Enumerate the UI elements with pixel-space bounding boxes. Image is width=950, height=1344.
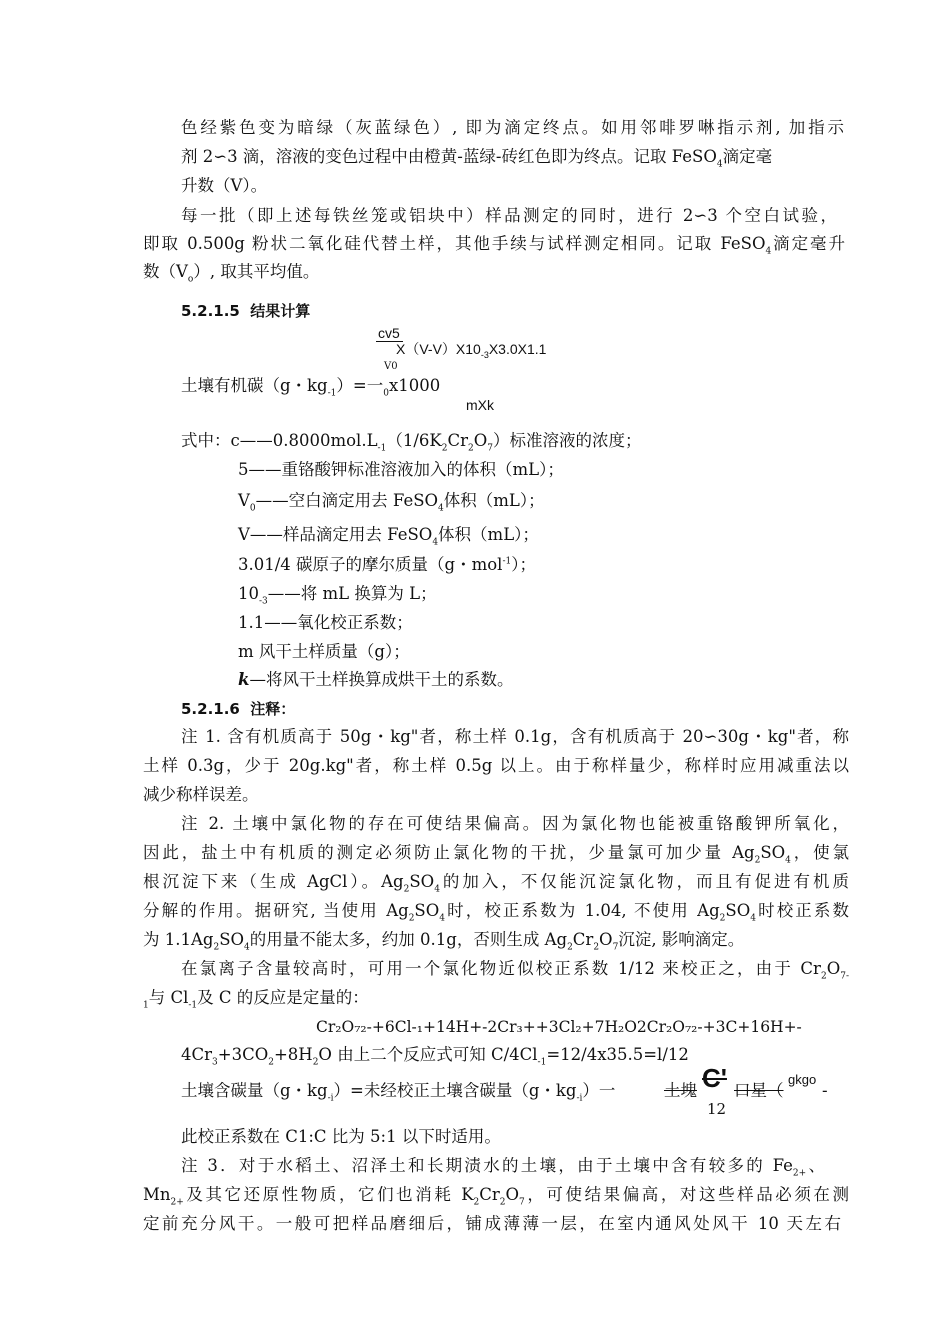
- text-line: 减少称样误差。: [143, 785, 259, 804]
- text-line: 根沉淀下来（生成 AgCl）。$Ag_2SO_4$的加入，不仅能沉淀氯化物，而且有促进有机质: [143, 872, 849, 895]
- correction-formula-denominator: 12: [707, 1100, 727, 1118]
- text-line: 色经紫色变为暗绿（灰蓝绿色）, 即为滴定终点。如用邻啡罗啉指示剂, 加指示: [181, 118, 844, 137]
- text-line: 为 $1.1Ag_2SO_4$的用量不能太多，约加 0.1g，否则生成 $Ag_2Cr_2O_7$沉淀, 影响滴定。: [143, 930, 745, 953]
- text-line: 此校正系数在 C1:C 比为 5:1 以下时适用。: [181, 1127, 501, 1146]
- text-line: 注 1. 含有机质高于 50g・kg"者，称土样 0.1g，含有机质高于 20∽30g・kg"者，称: [181, 727, 849, 746]
- text-line: 定前充分风干。一般可把样品磨细后，铺成薄薄一层，在室内通风处风干 10 天左右: [143, 1214, 841, 1233]
- text-line: $_1$与 $Cl_{-1}$及 C 的反应是定量的：: [143, 988, 369, 1011]
- text-line: 每一批（即上述每铁丝笼或铝块中）样品测定的同时，进行 2∽3 个空白试验，: [181, 206, 837, 225]
- definition-line: m 风干土样质量（g）；: [238, 642, 410, 661]
- formula-v0: V0: [384, 361, 398, 372]
- correction-formula-minus: -: [822, 1081, 828, 1100]
- formula-left: 土壤有机碳（g・$kg_{-1})=$一$_0$x1000: [181, 376, 441, 399]
- definition-line: 式中：$c——0.8000mol.L_{-1}(1/6K_2Cr_2O_7)$标准溶液的浓度；: [181, 431, 642, 454]
- definition-line: $10_{-3}——$将 mL 换算为 L；: [238, 584, 437, 607]
- equation-line: Cr₂O₇₂-+6Cl-₁+14H+-2Cr₃++3Cl₂+7H₂O2Cr₂O₇₂-+3C+16H+-: [316, 1018, 802, 1036]
- text-line: $Mn_{2+}$及其它还原性物质，它们也消耗 $K_2Cr_2O_7$，可使结果偏高，对这些样品必须在测: [143, 1185, 849, 1208]
- text-line: 注 3．对于水稻土、沼泽土和长期渍水的土壤，由于土壤中含有较多的 $Fe_{2+}$、: [181, 1156, 825, 1179]
- formula-denominator: mXk: [466, 397, 494, 413]
- equation-line: $4Cr_3+3CO_2+8H_2O$ 由上二个反应式可知 $C/4Cl_{-1}=12/4x35.5=l/12$: [181, 1045, 689, 1068]
- correction-formula-struck: 土塊: [664, 1081, 697, 1100]
- correction-formula-units: gkgo: [788, 1072, 817, 1087]
- text-line: 在氯离子含量较高时，可用一个氯化物近似校正系数 1/12 来校正之，由于 $Cr_2O_{7-}$: [181, 959, 849, 982]
- definition-line: 1.1——氧化校正系数；: [238, 613, 413, 632]
- formula-middle: $X(V-V)X10_{-3}X3.0X1.1$: [396, 341, 547, 360]
- section-heading: 5.2.1.5 结果计算: [181, 302, 311, 320]
- definition-line: $V_0——$空白滴定用去 FeSO$_4$体积（mL）；: [238, 491, 545, 514]
- text-line: 土样 0.3g，少于 20g.kg"者，称土样 0.5g 以上。由于称样量少，称样时应用减重法以: [143, 756, 849, 775]
- definition-line: V——样品滴定用去 FeSO$_4$体积（mL）；: [238, 525, 539, 548]
- formula-numerator: cv5: [378, 325, 400, 341]
- text-line: 分解的作用。据研究, 当使用 $Ag_2SO_4$时，校正系数为 1.04, 不使用 $Ag_2SO_4$时校正系数: [143, 901, 850, 924]
- text-line: 数$(V_o)$, 取其平均值。: [143, 262, 320, 285]
- definition-line: 3.01/4 碳原子的摩尔质量（g・mol$^{-1}$）；: [238, 555, 536, 574]
- text-line: 剂 2∽3 滴，溶液的变色过程中由橙黄-蓝绿-砖红色即为终点。记取 FeSO$_4$滴定毫: [181, 147, 773, 170]
- text-line: 注 2. 土壤中氯化物的存在可使结果偏高。因为氯化物也能被重铬酸钾所氧化，: [181, 814, 849, 833]
- section-heading: 5.2.1.6 注释：: [181, 700, 296, 718]
- correction-formula-struck: 口星（: [734, 1081, 784, 1100]
- definition-line: 5——重铬酸钾标准溶液加入的体积（mL）；: [238, 460, 564, 479]
- correction-formula-c: C': [702, 1063, 727, 1093]
- text-line: 即取 0.500g 粉状二氧化硅代替土样，其他手续与试样测定相同。记取 FeSO$_4$滴定毫升: [143, 234, 845, 257]
- correction-formula-left: 土壤含碳量（g・$kg_{-i})=$未经校正土壤含碳量（g・$kg_{-i}$）一: [181, 1081, 616, 1104]
- text-line: 因此，盐土中有机质的测定必须防止氯化物的干扰，少量氯可加少量 $Ag_2SO_4$，使氯: [143, 843, 849, 866]
- definition-line: k—将风干土样换算成烘干土的系数。: [238, 670, 514, 689]
- text-line: 升数（V）。: [181, 176, 268, 195]
